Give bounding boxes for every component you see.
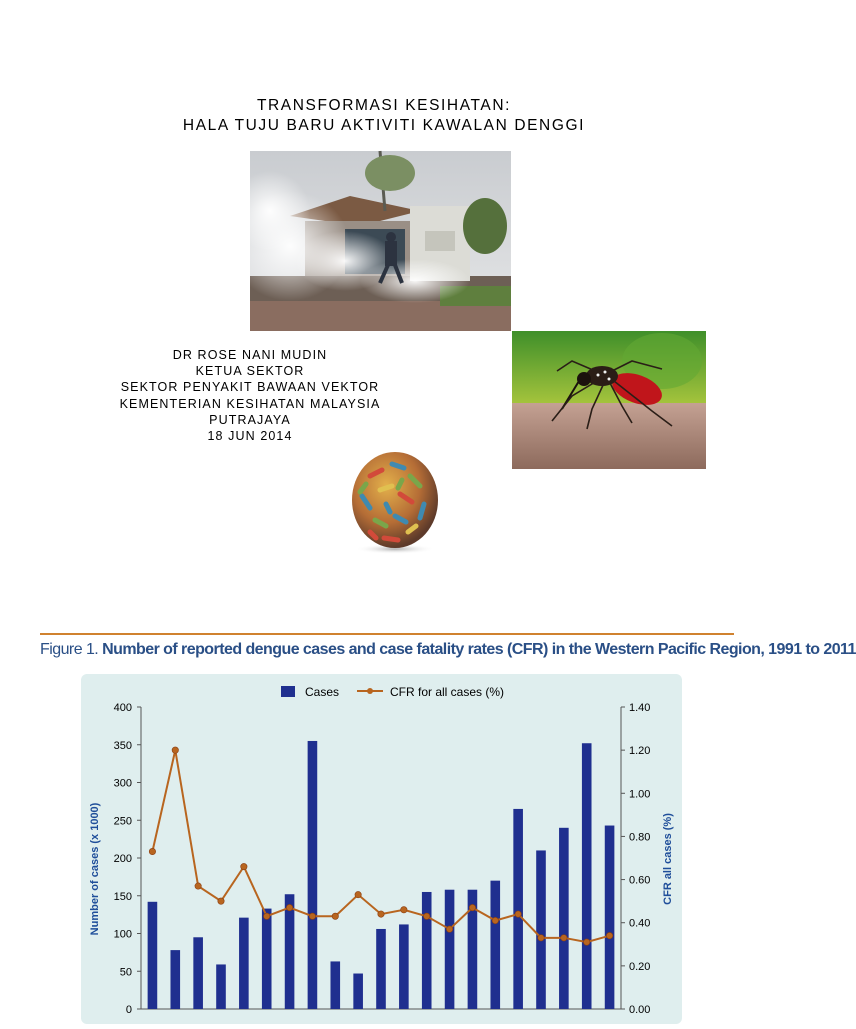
- chart-svg: [81, 674, 682, 1024]
- y2-tick-label: 0.60: [629, 874, 651, 887]
- cfr-point-1991: [149, 848, 155, 854]
- bar-cases-1991: [148, 902, 158, 1009]
- cfr-point-2001: [378, 911, 384, 917]
- bar-cases-2008: [536, 850, 546, 1009]
- dengue-chart: [81, 674, 682, 1024]
- bar-cases-2009: [559, 828, 569, 1009]
- y2-axis-label: CFR all cases (%): [662, 813, 674, 905]
- cfr-point-2003: [424, 913, 430, 919]
- figure-divider: [40, 633, 734, 635]
- bars-group: [148, 741, 615, 1009]
- y-tick-label: 150: [113, 890, 132, 903]
- bar-cases-2010: [582, 743, 592, 1009]
- y2-tick-label: 0.80: [629, 831, 651, 844]
- figure-caption-text: Number of reported dengue cases and case fatality rates (CFR) in the Western Pacific Region, 1991 to 2011: [102, 641, 856, 658]
- cfr-point-2008: [538, 935, 544, 941]
- legend-label-cfr: CFR for all cases (%): [390, 685, 505, 699]
- cfr-point-2006: [492, 917, 498, 923]
- author-line-1: DR ROSE NANI MUDIN: [172, 348, 328, 362]
- bar-cases-1995: [239, 918, 249, 1009]
- bar-cases-1998: [308, 741, 318, 1009]
- y2-tick-label: 0.00: [629, 1004, 651, 1016]
- y2-tick-label: 0.40: [629, 917, 651, 930]
- bar-cases-2007: [513, 809, 523, 1009]
- legend-label-cases: Cases: [305, 685, 340, 699]
- cfr-point-2009: [561, 935, 567, 941]
- legend-swatch-cfr-marker: [367, 688, 373, 694]
- slide-title: [0, 96, 768, 136]
- cfr-point-2010: [584, 939, 590, 945]
- cfr-point-1999: [332, 913, 338, 919]
- y-axis-label: Number of cases (x 1000): [89, 802, 101, 936]
- cfr-point-1994: [218, 898, 224, 904]
- cfr-point-1997: [286, 904, 292, 910]
- y-tick-label: 200: [113, 853, 132, 865]
- y-tick-label: 400: [113, 702, 132, 714]
- cfr-point-2000: [355, 891, 361, 897]
- cfr-point-1993: [195, 883, 201, 889]
- y2-tick-label: 1.40: [629, 702, 651, 714]
- bar-cases-1992: [170, 950, 180, 1009]
- cfr-point-1998: [309, 913, 315, 919]
- y-tick-label: 50: [119, 966, 132, 979]
- slide-title-line-1: TRANSFORMASI KESIHATAN:: [256, 97, 512, 114]
- bar-cases-1993: [193, 937, 203, 1009]
- author-line-4: KEMENTERIAN KESIHATAN MALAYSIA: [119, 396, 381, 411]
- bar-cases-2006: [490, 881, 500, 1009]
- author-block: [80, 347, 420, 444]
- cfr-point-2005: [469, 904, 475, 910]
- bar-cases-1996: [262, 909, 272, 1009]
- bar-cases-1994: [216, 964, 226, 1009]
- y2-tick-label: 1.00: [629, 788, 651, 801]
- bar-cases-1999: [330, 961, 340, 1009]
- figure-label: Figure 1.: [40, 641, 99, 658]
- bar-cases-1997: [285, 894, 295, 1009]
- legend-swatch-cases: [281, 686, 295, 697]
- mosquito-photo: [512, 331, 706, 469]
- slide-title-line-2: HALA TUJU BARU AKTIVITI KAWALAN DENGGI: [182, 117, 586, 134]
- bar-cases-2011: [605, 826, 615, 1009]
- cfr-point-2002: [401, 907, 407, 913]
- cfr-point-1996: [264, 913, 270, 919]
- cfr-point-1995: [241, 863, 247, 869]
- bar-cases-2004: [445, 890, 455, 1009]
- author-line-3: SEKTOR PENYAKIT BAWAAN VEKTOR: [120, 380, 380, 395]
- y-tick-label: 300: [113, 777, 132, 790]
- chart-legend: [281, 685, 504, 699]
- virus-illustration: [340, 446, 450, 556]
- author-line-5: PUTRAJAYA: [209, 412, 291, 427]
- y-tick-label: 0: [125, 1004, 132, 1016]
- bar-cases-2002: [399, 924, 409, 1009]
- y-tick-label: 100: [113, 928, 132, 941]
- bar-cases-2001: [376, 929, 386, 1009]
- cfr-point-2007: [515, 911, 521, 917]
- bar-cases-2003: [422, 892, 432, 1009]
- author-line-2: KETUA SEKTOR: [195, 364, 305, 379]
- cfr-point-1992: [172, 747, 178, 753]
- author-line-6: 18 JUN 2014: [207, 429, 293, 444]
- cfr-point-2011: [606, 932, 612, 938]
- y-tick-label: 350: [113, 739, 132, 752]
- cfr-point-2004: [446, 926, 452, 932]
- y2-tick-label: 1.20: [629, 745, 651, 758]
- y2-tick-label: 0.20: [629, 960, 651, 973]
- y-tick-label: 250: [113, 815, 132, 828]
- bar-cases-2000: [353, 974, 363, 1009]
- figure-caption: [40, 641, 856, 659]
- fogging-photo: [250, 151, 511, 331]
